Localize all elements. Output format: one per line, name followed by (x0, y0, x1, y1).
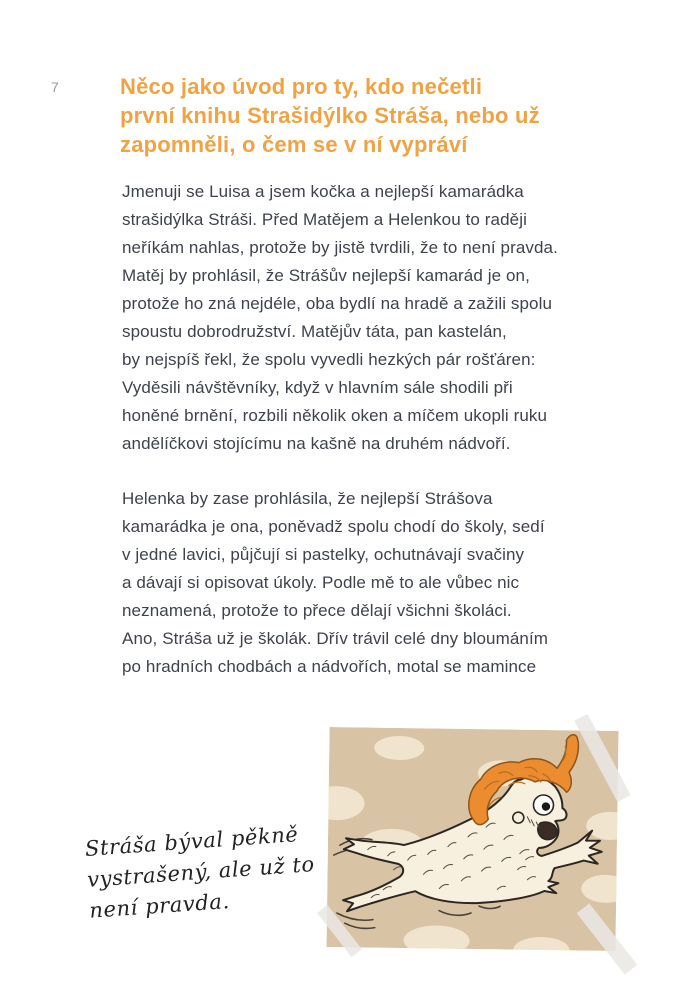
chapter-heading (120, 72, 540, 159)
text-line: Vyděsili návštěvníky, když v hlavním sále shodili při (122, 378, 513, 397)
text-line: andělíčkovi stojícímu na kašně na druhém nádvoří. (122, 434, 511, 453)
text-line: po hradních chodbách a nádvořích, motal se mamince (122, 657, 537, 676)
text-line: Matěj by prohlásil, že Strášův nejlepší kamarád je on, (122, 266, 530, 285)
paragraph-2 (122, 485, 622, 681)
note-line: není pravda. (88, 889, 231, 923)
text-line: neříkám nahlas, protože by jistě tvrdili, že to není pravda. (122, 238, 558, 257)
heading-line: Něco jako úvod pro ty, kdo nečetli (120, 74, 483, 99)
text-line: strašidýlka Stráši. Před Matějem a Helenkou to raději (122, 210, 527, 229)
page-number: 7 (51, 79, 59, 95)
text-line: Jmenuji se Luisa a jsem kočka a nejlepší kamarádka (122, 182, 524, 201)
paragraph-1 (122, 178, 622, 458)
note-line: vystrašený, ale už to (86, 852, 316, 892)
text-line: kamarádka je ona, poněvadž spolu chodí do školy, sedí (122, 517, 545, 536)
note-line: Stráša býval pěkně (84, 822, 300, 861)
text-line: v jedné lavici, půjčují si pastelky, ochutnávají svačiny (122, 545, 525, 564)
text-line: protože ho zná nejdéle, oba bydlí na hradě a zažili spolu (122, 294, 553, 313)
text-line: a dávají si opisovat úkoly. Podle mě to ale vůbec nic (122, 573, 520, 592)
ghost-mouth (538, 822, 558, 840)
text-line: Helenka by zase prohlásila, že nejlepší Strášova (122, 489, 493, 508)
ghost-illustration-svg (326, 727, 618, 951)
body-text (122, 178, 622, 708)
heading-line: první knihu Strašidýlko Stráša, nebo už (120, 103, 540, 128)
text-line: honěné brnění, rozbili několik oken a míčem ukopli ruku (122, 406, 548, 425)
text-line: by nejspíš řekl, že spolu vyvedli hezkých pár rošťáren: (122, 350, 536, 369)
illustration-flying-ghost (326, 727, 618, 951)
text-line: spoustu dobrodružství. Matějův táta, pan kastelán, (122, 322, 507, 341)
handwritten-note (84, 818, 318, 927)
heading-line: zapomněli, o čem se v ní vypráví (120, 132, 468, 157)
ghost-ear (513, 812, 524, 823)
text-line: neznamená, protože to přece dělají všichni školáci. (122, 601, 512, 620)
text-line: Ano, Stráša už je školák. Dřív trávil celé dny bloumáním (122, 629, 549, 648)
